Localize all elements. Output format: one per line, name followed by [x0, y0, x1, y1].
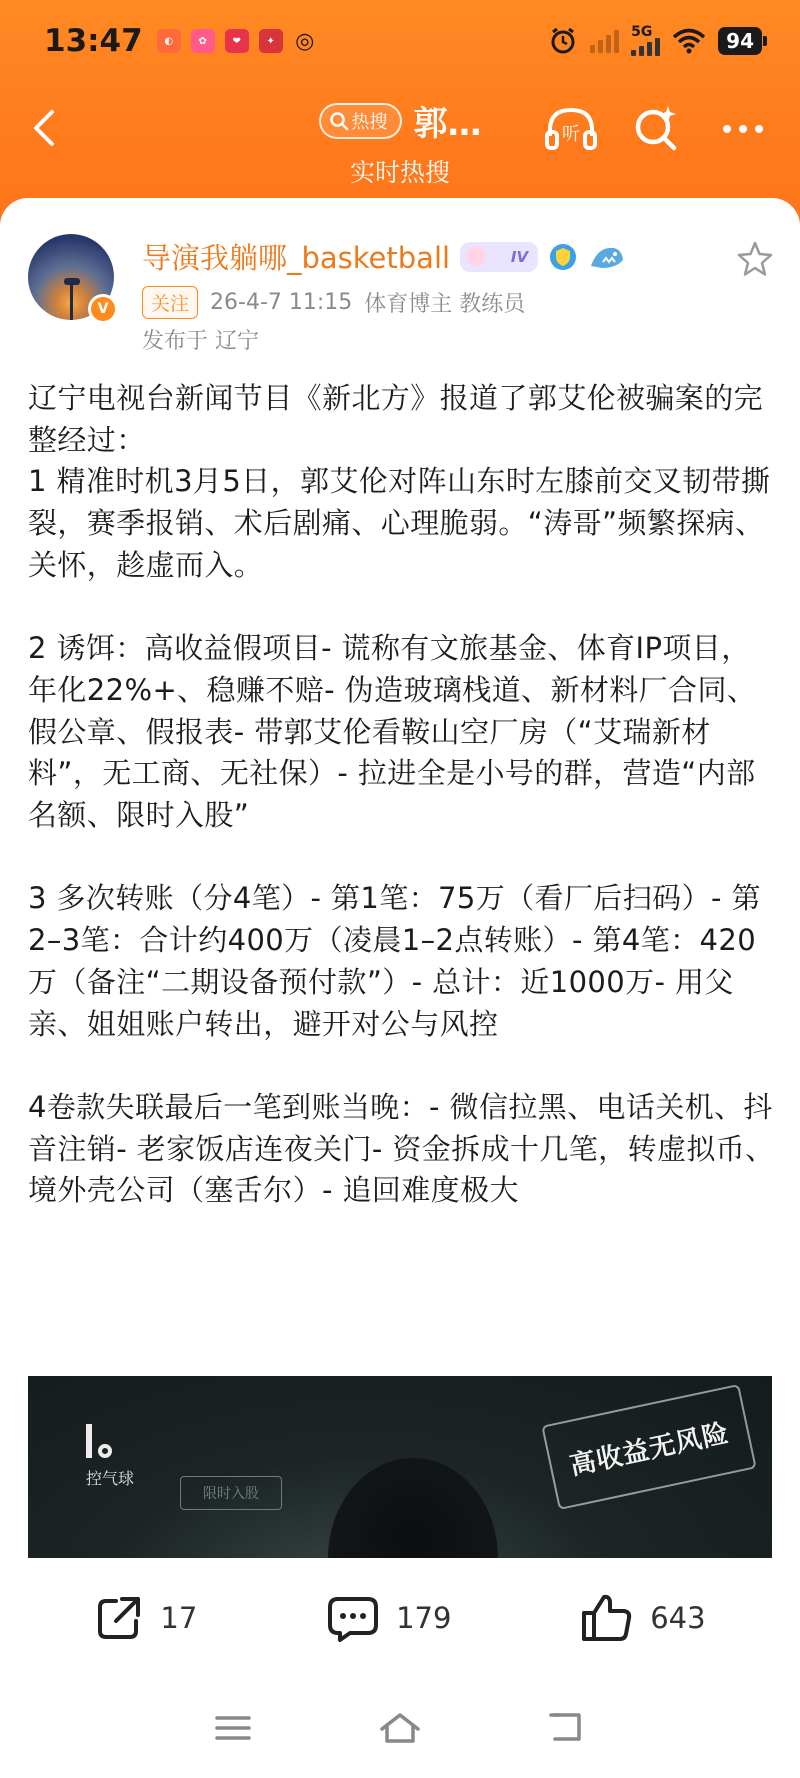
notification-app-icon: ✦ — [259, 29, 283, 53]
signal-strength-icon — [631, 38, 660, 56]
like-count: 643 — [650, 1601, 706, 1635]
post-image[interactable] — [28, 1376, 772, 1558]
post-paragraph: 2 诱饵：高收益假项目- 谎称有文旅基金、体育IP项目，年化22%+、稳赚不赔- 伪造玻璃栈道、新材料厂合同、假公章、假报表- 带郭艾伦看鞍山空厂房（“艾瑞新材料”，无工商、无社保）- 拉进全是小号的群，营造“内部名额、限时入股” — [28, 631, 757, 833]
comment-button[interactable] — [326, 1593, 451, 1643]
star-icon — [734, 238, 776, 280]
post-meta — [142, 286, 525, 319]
verified-badge-icon: V — [88, 294, 118, 324]
share-icon — [94, 1593, 144, 1643]
follow-button[interactable]: 关注 — [142, 286, 198, 319]
headphones-icon — [542, 100, 600, 158]
listen-button[interactable] — [542, 100, 600, 158]
nav-title: 郭… — [413, 104, 482, 144]
listen-label: 听 — [562, 124, 580, 145]
like-button[interactable] — [580, 1593, 705, 1643]
image-brand-text: 控气球 — [86, 1469, 135, 1488]
status-bar — [0, 0, 800, 82]
post-location: 发布于 辽宁 — [142, 329, 259, 354]
weibo-icon: ◎ — [295, 28, 315, 54]
repost-count: 17 — [160, 1601, 198, 1635]
post-card — [0, 198, 800, 1558]
post-paragraph: 1 精准时机3月5日，郭艾伦对阵山东时左膝前交叉韧带撕裂，赛季报销、术后剧痛、心理脆弱。“涛哥”频繁探病、关怀，趁虚而入。 — [28, 464, 771, 582]
search-sparkle-icon — [628, 100, 686, 158]
post-paragraph: 3 多次转账（分4笔）- 第1笔：75万（看厂后扫码）- 第2–3笔：合计约400万（凌晨1–2点转账）- 第4笔：420万（备注“二期设备预付款”）- 总计：近1000万- 用父亲、姐姐账户转出，避开对公与风控 — [28, 881, 761, 1041]
repost-button[interactable] — [94, 1593, 197, 1643]
nav-subtitle: 实时热搜 — [349, 158, 450, 187]
hot-search-pill — [319, 103, 402, 139]
menu-icon[interactable] — [213, 1713, 253, 1743]
image-silhouette — [328, 1458, 498, 1558]
top-nav-bar — [0, 82, 800, 200]
home-icon[interactable] — [378, 1711, 422, 1745]
post-timestamp: 26-4-7 11:15 — [210, 290, 353, 315]
image-caption: 高收益无风险 — [567, 1417, 732, 1481]
back-nav-icon[interactable] — [547, 1711, 587, 1745]
battery-indicator: 94 — [718, 27, 762, 55]
post-paragraph: 辽宁电视台新闻节目《新北方》报道了郭艾伦被骗案的完整经过： — [28, 381, 764, 457]
shield-badge-icon — [548, 242, 578, 272]
thumbs-up-icon — [580, 1593, 634, 1643]
username-row — [142, 236, 626, 277]
notification-app-icon: ◐ — [157, 29, 181, 53]
comment-count: 179 — [396, 1601, 452, 1635]
notification-app-icon: ❤ — [225, 29, 249, 53]
more-button[interactable] — [714, 100, 772, 158]
image-brand-logo — [86, 1424, 134, 1489]
image-bubble: 限时入股 — [180, 1476, 282, 1510]
signal-weak-icon — [590, 29, 619, 53]
status-app-icons — [157, 29, 317, 53]
post-body — [28, 378, 778, 1212]
image-caption-box — [541, 1384, 756, 1510]
post-action-bar — [0, 1558, 800, 1678]
nav-actions — [542, 100, 772, 158]
author-tags: 体育博主 教练员 — [364, 292, 526, 317]
network-type: 5G — [631, 24, 653, 40]
shark-badge-icon — [588, 242, 626, 272]
post-paragraph: 4卷款失联最后一笔到账当晚：- 微信拉黑、电话关机、抖音注销- 老家饭店连夜关门- 资金拆成十几笔，转虚拟币、境外壳公司（塞舌尔）- 追回难度极大 — [28, 1089, 775, 1208]
comment-icon — [326, 1593, 380, 1643]
search-icon — [329, 111, 349, 131]
level-badge-icon: IV — [460, 242, 538, 272]
search-button[interactable] — [628, 100, 686, 158]
favorite-button[interactable] — [734, 238, 776, 280]
status-indicators — [548, 26, 762, 56]
username[interactable]: 导演我躺哪_basketball — [142, 241, 451, 275]
hot-search-label: 热搜 — [351, 111, 388, 133]
system-nav-bar — [0, 1678, 800, 1778]
wifi-icon — [672, 28, 706, 54]
notification-app-icon: ✿ — [191, 29, 215, 53]
alarm-icon — [548, 26, 578, 56]
more-dots-icon — [714, 100, 772, 158]
status-time: 13:47 — [44, 23, 143, 59]
